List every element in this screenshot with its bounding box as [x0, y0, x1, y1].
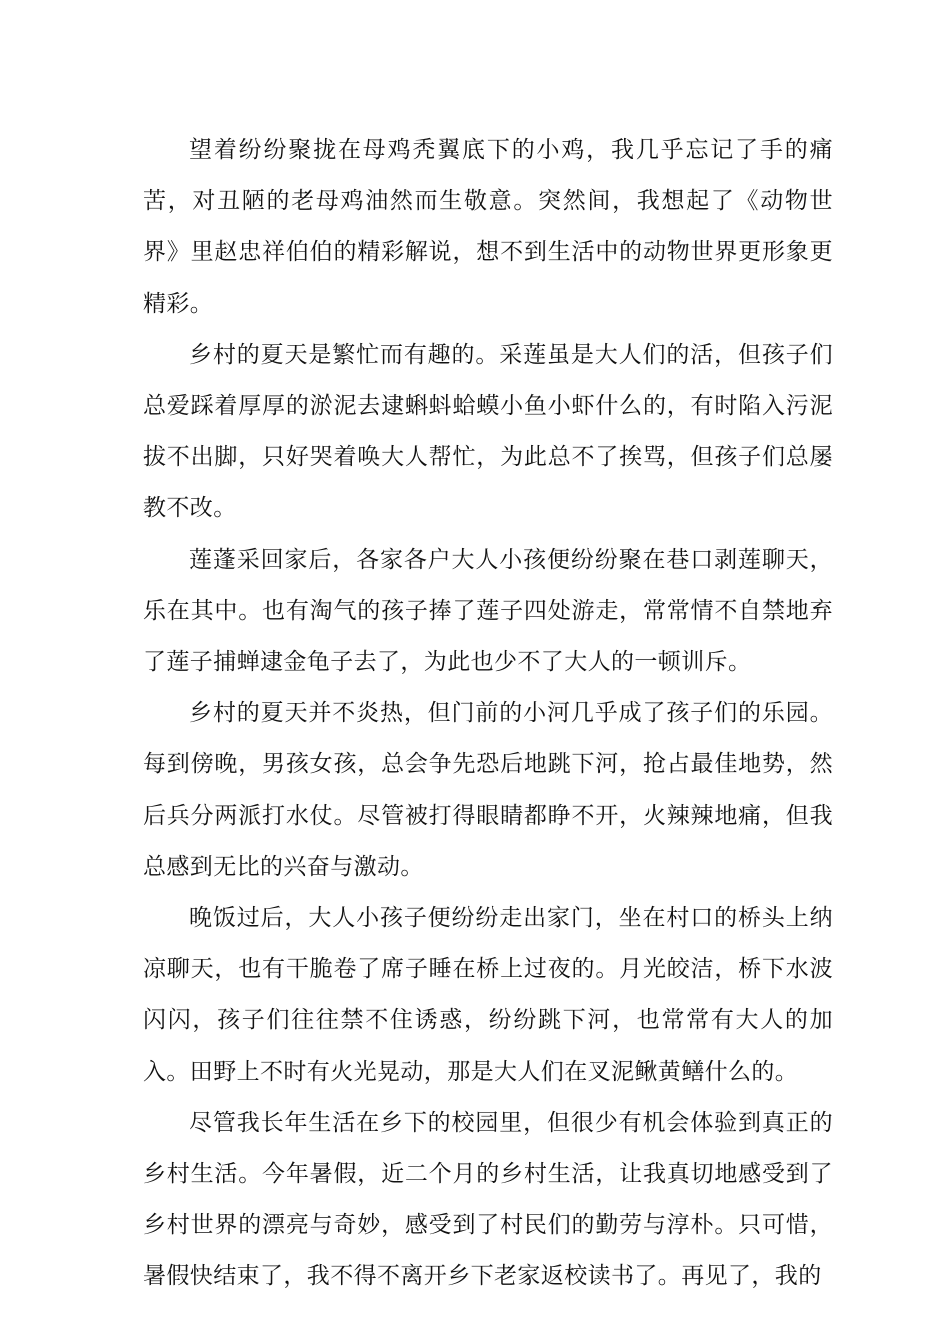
- paragraph-5: 晚饭过后，大人小孩子便纷纷走出家门，坐在村口的桥头上纳凉聊天，也有干脆卷了席子睡在桥上过夜的。月光皎洁，桥下水波闪闪，孩子们往往禁不住诱惑，纷纷跳下河，也常常有大人的加入。田野上不时有火光晃动，那是大人们在叉泥鳅黄鳝什么的。: [143, 905, 833, 1085]
- paragraph-1: 望着纷纷聚拢在母鸡秃翼底下的小鸡，我几乎忘记了手的痛苦，对丑陋的老母鸡油然而生敬意。突然间，我想起了《动物世界》里赵忠祥伯伯的精彩解说，想不到生活中的动物世界更形象更精彩。: [143, 137, 833, 317]
- document-body: [143, 125, 833, 1303]
- paragraph-2: 乡村的夏天是繁忙而有趣的。采莲虽是大人们的活，但孩子们总爱踩着厚厚的淤泥去逮蝌蚪蛤蟆小鱼小虾什么的，有时陷入污泥拔不出脚，只好哭着唤大人帮忙，为此总不了挨骂，但孩子们总屡教不改。: [143, 341, 833, 522]
- paragraph-3: 莲蓬采回家后，各家各户大人小孩便纷纷聚在巷口剥莲聊天，乐在其中。也有淘气的孩子捧了莲子四处游走，常常情不自禁地弃了莲子捕蝉逮金龟子去了，为此也少不了大人的一顿训斥。: [143, 546, 833, 676]
- paragraph-4: 乡村的夏天并不炎热，但门前的小河几乎成了孩子们的乐园。每到傍晚，男孩女孩，总会争先恐后地跳下河，抢占最佳地势，然后兵分两派打水仗。尽管被打得眼睛都睁不开，火辣辣地痛，但我总感到无比的兴奋与激动。: [143, 700, 833, 880]
- paragraph-6: 尽管我长年生活在乡下的校园里，但很少有机会体验到真正的乡村生活。今年暑假，近二个月的乡村生活，让我真切地感受到了乡村世界的漂亮与奇妙，感受到了村民们的勤劳与淳朴。只可惜，暑假快结束了，我不得不离开乡下老家返校读书了。再见了，我的: [143, 1109, 833, 1290]
